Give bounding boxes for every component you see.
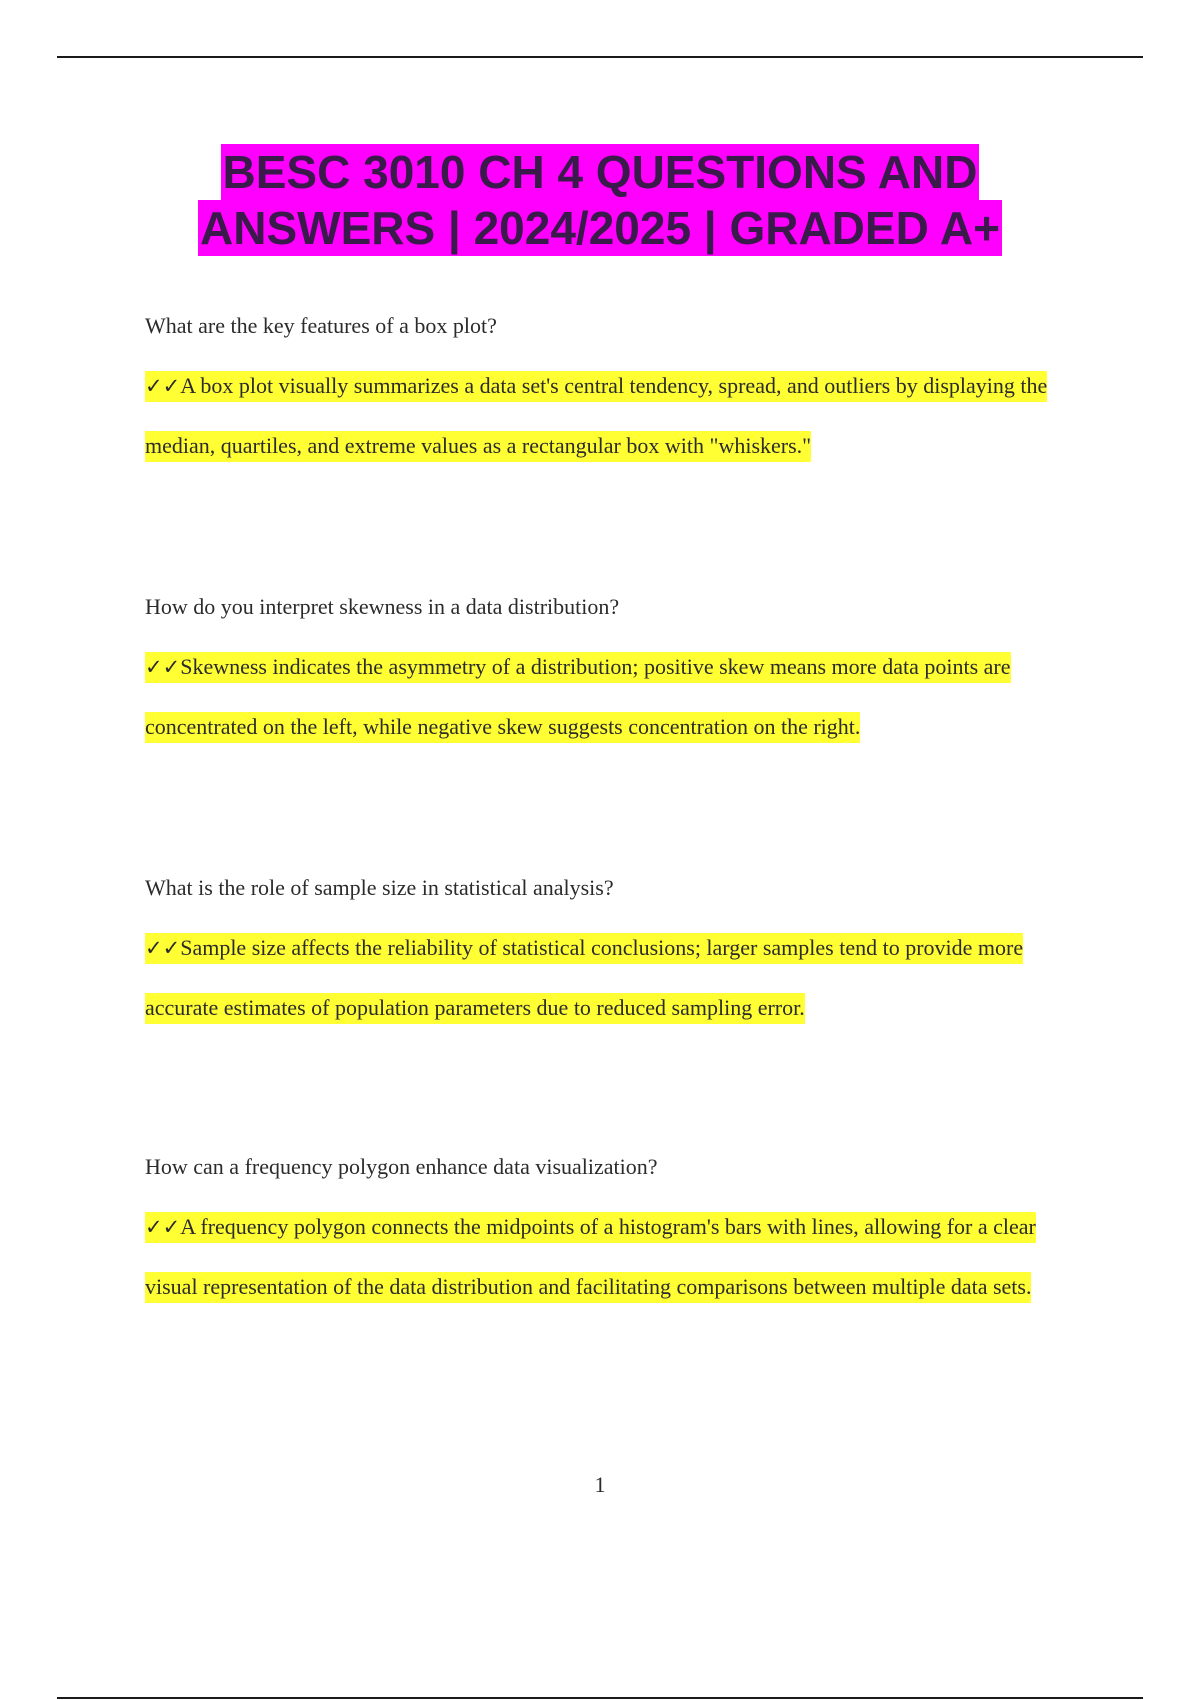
question-4: How can a frequency polygon enhance data visualization?	[145, 1154, 658, 1179]
answer-3-text: Sample size affects the reliability of statistical conclusions; larger samples tend to provide more accurate estimates of population parameters due to reduced sampling error.	[145, 935, 1024, 1020]
qa-item-2	[145, 593, 1090, 757]
answer-2	[145, 637, 1090, 757]
qa-item-4	[145, 1153, 1090, 1317]
qa-item-3	[145, 874, 1090, 1038]
check-icon: ✓✓	[145, 374, 181, 398]
question-3: What is the role of sample size in statistical analysis?	[145, 875, 614, 900]
check-icon: ✓✓	[145, 655, 181, 679]
document-title	[0, 144, 1200, 256]
answer-1-text: A box plot visually summarizes a data set's central tendency, spread, and outliers by displaying the median, quartiles, and extreme values as a rectangular box with "whiskers."	[145, 373, 1048, 458]
check-icon: ✓✓	[145, 936, 181, 960]
question-1: What are the key features of a box plot?	[145, 313, 497, 338]
answer-4	[145, 1197, 1090, 1317]
answer-4-text: A frequency polygon connects the midpoints of a histogram's bars with lines, allowing for a clear visual representation of the data distribution and facilitating comparisons between multiple data sets.	[145, 1214, 1036, 1299]
question-2: How do you interpret skewness in a data distribution?	[145, 594, 620, 619]
answer-2-text: Skewness indicates the asymmetry of a distribution; positive skew means more data points are concentrated on the left, while negative skew suggests concentration on the right.	[145, 654, 1011, 739]
title-line-1: BESC 3010 CH 4 QUESTIONS AND	[222, 146, 978, 198]
page-number: 1	[594, 1472, 606, 1497]
answer-3	[145, 918, 1090, 1038]
top-rule	[57, 56, 1143, 58]
qa-item-1	[145, 312, 1090, 476]
check-icon: ✓✓	[145, 1215, 181, 1239]
title-line-2: ANSWERS | 2024/2025 | GRADED A+	[200, 202, 1000, 254]
answer-1	[145, 356, 1090, 476]
bottom-rule	[57, 1697, 1143, 1699]
